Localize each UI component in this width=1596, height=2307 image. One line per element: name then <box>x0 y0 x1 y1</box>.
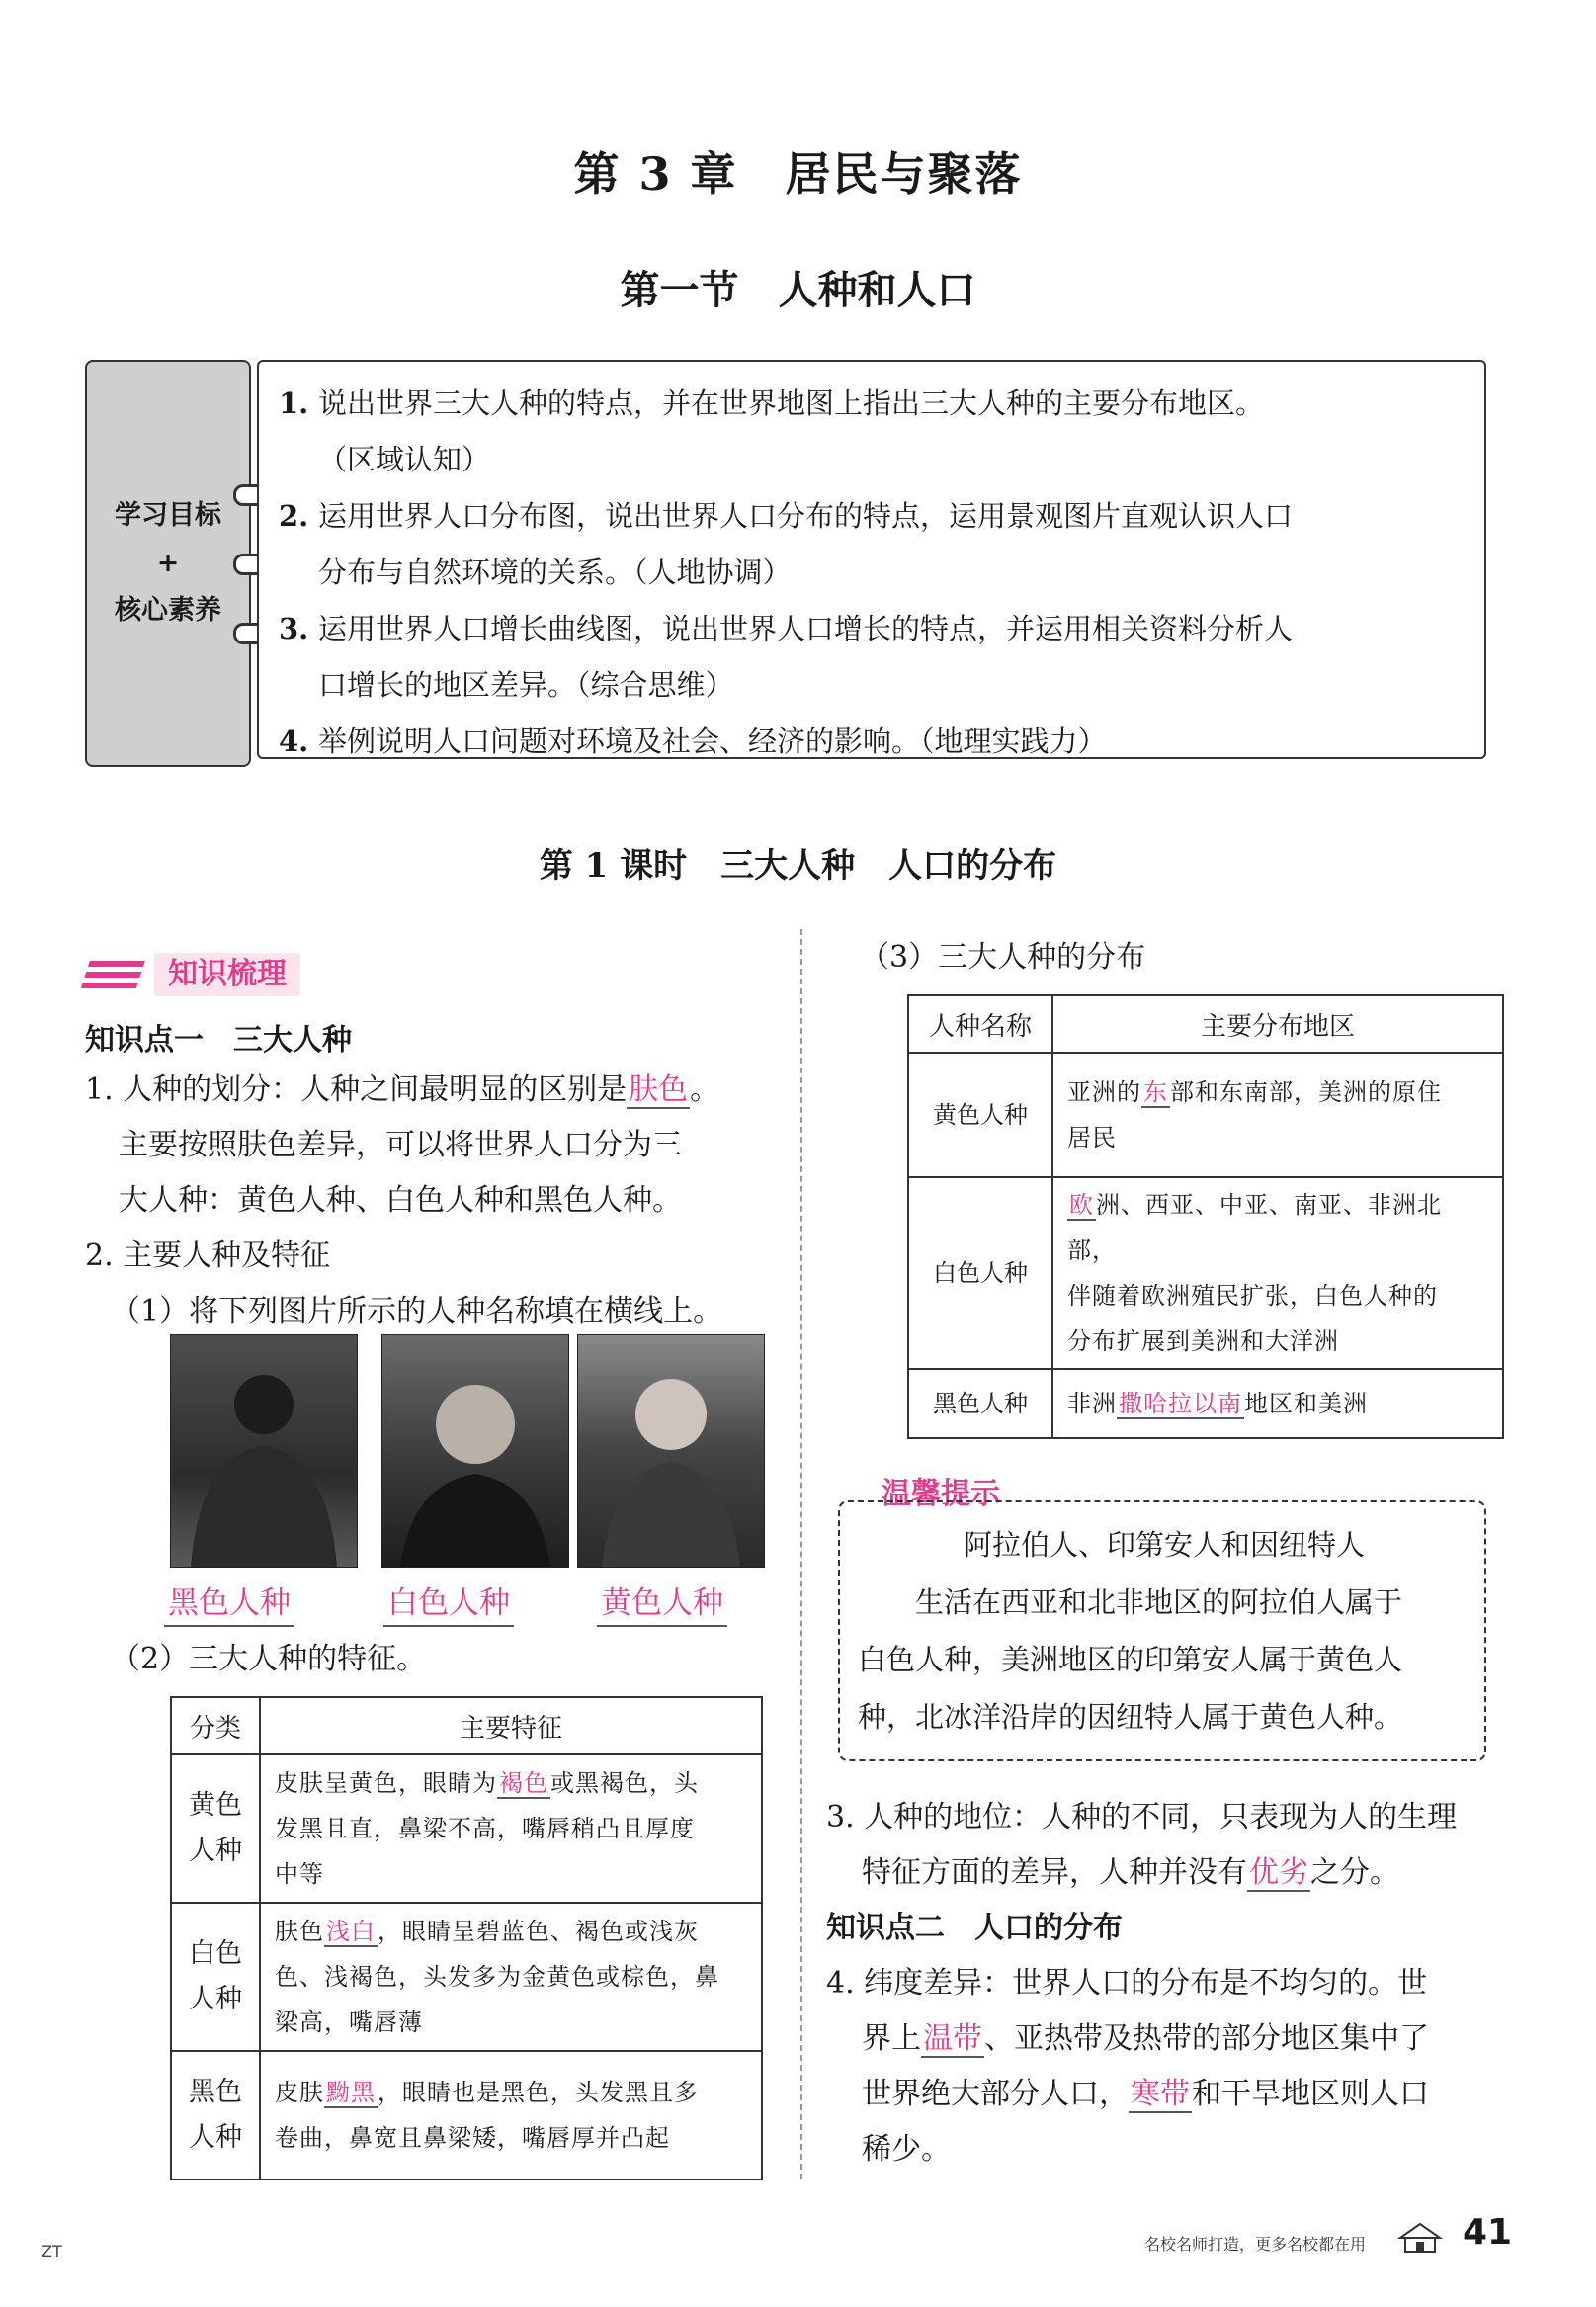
answer-blank: 欧 <box>1069 1191 1094 1219</box>
distribution-table <box>907 994 1504 1439</box>
goal-line: 运用世界人口分布图，说出世界人口分布的特点，运用景观图片直观认识人口 <box>318 499 1294 533</box>
q4-text: 、亚热带及热带的部分地区集中了 <box>984 2021 1429 2056</box>
goal-line: 分布与自然环境的关系。（人地协调） <box>318 555 792 589</box>
feature-line: 中等 <box>275 1860 324 1888</box>
q3-line2 <box>862 1844 1399 1901</box>
athlete-photo-3 <box>577 1334 765 1568</box>
race-name <box>171 2051 260 2179</box>
table-row <box>908 1177 1503 1369</box>
table-row <box>171 2051 762 2179</box>
table-row <box>171 1754 762 1903</box>
race-feature <box>260 1903 762 2051</box>
page-number: 41 <box>1463 2212 1513 2253</box>
distribution-line <box>1067 1381 1488 1426</box>
column-divider <box>800 929 802 2179</box>
tip-line: 生活在西亚和北非地区的阿拉伯人属于 <box>915 1585 1403 1619</box>
goal-item <box>279 601 1463 714</box>
goal-line: 运用世界人口增长曲线图，说出世界人口增长的特点，并运用相关资料分析人 <box>318 612 1294 645</box>
q2-3: （3）三大人种的分布 <box>860 940 1146 975</box>
person-silhouette-icon <box>578 1335 764 1567</box>
race-distribution <box>1052 1053 1503 1177</box>
feature-table <box>170 1696 763 2180</box>
q2-1: （1）将下列图片所示的人种名称填在横线上。 <box>111 1294 723 1328</box>
q4-line2 <box>862 2010 1429 2067</box>
goal-line: （区域认知） <box>318 443 491 476</box>
answer-blank: 寒带 <box>1131 2077 1190 2111</box>
race-feature <box>260 1754 762 1903</box>
answer-blank: 褐色 <box>499 1769 548 1797</box>
q1-line2: 主要按照肤色差异，可以将世界人口分为三 <box>119 1128 682 1162</box>
distribution-line: 伴随着欧洲殖民扩张，白色人种的 <box>1067 1282 1438 1310</box>
distribution-text: 亚洲的 <box>1067 1078 1141 1106</box>
feature-line: 梁高，嘴唇薄 <box>275 2008 423 2036</box>
q4-text: 世界绝大部分人口， <box>862 2077 1129 2111</box>
person-silhouette-icon <box>171 1335 357 1567</box>
q4-line1: 4. 纬度差异：世界人口的分布是不均匀的。世 <box>826 1966 1428 2001</box>
feature-line <box>275 1909 747 1954</box>
goals-side-line2: 核心素养 <box>115 595 221 626</box>
photo-answer-1: 黑色人种 <box>164 1581 294 1627</box>
q4-line4: 稀少。 <box>862 2132 951 2167</box>
race-name-line: 人种 <box>189 2122 242 2153</box>
feature-line <box>275 1760 747 1806</box>
distribution-text: 非洲 <box>1067 1390 1117 1417</box>
distribution-line <box>1067 1069 1488 1115</box>
answer-blank: 黝黑 <box>326 2079 376 2106</box>
tip-line: 白色人种，美洲地区的印第安人属于黄色人 <box>858 1643 1403 1676</box>
race-name <box>171 1903 260 2051</box>
distribution-text: 部和东南部，美洲的原住 <box>1170 1078 1442 1106</box>
race-name-line: 黑色 <box>189 2077 242 2107</box>
table-header: 分类 <box>171 1697 260 1754</box>
footer-code: ZT <box>42 2242 62 2261</box>
q1-text: 1. 人种的划分：人种之间最明显的区别是 <box>85 1072 628 1107</box>
feature-line <box>275 2070 747 2115</box>
q4-text: 界上 <box>862 2021 921 2056</box>
race-name: 黄色人种 <box>908 1053 1052 1177</box>
goal-line: 说出世界三大人种的特点，并在世界地图上指出三大人种的主要分布地区。 <box>318 386 1265 420</box>
kp2-title: 知识点二 人口的分布 <box>826 1911 1123 1945</box>
stripe-icon <box>80 961 145 990</box>
feature-text: 皮肤 <box>275 2079 324 2106</box>
kp1-title: 知识点一 三大人种 <box>85 1023 352 1058</box>
race-name-line: 黄色 <box>189 1790 242 1821</box>
table-row <box>908 1369 1503 1438</box>
section-title: 第一节 人种和人口 <box>620 267 976 313</box>
tip-title: 阿拉伯人、印第安人和因纽特人 <box>963 1528 1365 1562</box>
school-logo-icon <box>1395 2218 1445 2258</box>
table-header: 人种名称 <box>908 995 1052 1053</box>
tip-line: 种，北冰洋沿岸的因纽特人属于黄色人种。 <box>858 1700 1403 1734</box>
q4-line3 <box>862 2066 1429 2122</box>
table-header-row <box>171 1697 762 1754</box>
q4-text: 和干旱地区则人口 <box>1192 2077 1429 2111</box>
goal-item <box>279 714 1463 770</box>
answer-blank: 浅白 <box>326 1918 376 1945</box>
feature-line: 色、浅褐色，头发多为金黄色或棕色，鼻 <box>275 1963 719 1991</box>
table-row <box>171 1903 762 2051</box>
feature-line: 卷曲，鼻宽且鼻梁矮，嘴唇厚并凸起 <box>275 2124 670 2152</box>
goal-number: 1. <box>279 386 309 420</box>
distribution-text: 地区和美洲 <box>1244 1390 1368 1417</box>
tip-box <box>838 1500 1486 1761</box>
answer-blank: 肤色 <box>629 1072 689 1107</box>
goal-line: 举例说明人口问题对环境及社会、经济的影响。（地理实践力） <box>318 725 1107 758</box>
q2-2: （2）三大人种的特征。 <box>111 1642 427 1676</box>
race-name-line: 白色 <box>189 1938 242 1969</box>
race-distribution <box>1052 1369 1503 1438</box>
distribution-line <box>1067 1182 1488 1273</box>
q1-line3: 大人种：黄色人种、白色人种和黑色人种。 <box>119 1183 682 1218</box>
feature-text: ，眼睛呈碧蓝色、褐色或浅灰 <box>378 1918 699 1945</box>
feature-text: 肤色 <box>275 1918 324 1945</box>
goals-side-label <box>85 360 251 767</box>
q1-line1 <box>85 1062 719 1118</box>
answer-blank: 撒哈拉以南 <box>1119 1390 1242 1417</box>
answer-blank: 温带 <box>923 2021 982 2056</box>
distribution-text: 洲、西亚、中亚、南亚、非洲北部， <box>1067 1191 1442 1264</box>
feature-text: 皮肤呈黄色，眼睛为 <box>275 1769 497 1797</box>
q3-text: 特征方面的差异，人种并没有 <box>862 1855 1247 1890</box>
distribution-line: 分布扩展到美洲和大洋洲 <box>1067 1327 1339 1355</box>
photo-answer-2: 白色人种 <box>383 1581 514 1627</box>
goals-side-line1: 学习目标 <box>115 500 221 531</box>
table-header: 主要分布地区 <box>1052 995 1503 1053</box>
tip-heading: 温馨提示 <box>882 1477 1000 1511</box>
table-row <box>908 1053 1503 1177</box>
feature-text: 或黑褐色，头 <box>550 1769 699 1797</box>
feature-text: ，眼睛也是黑色，头发黑且多 <box>378 2079 699 2106</box>
race-name-line: 人种 <box>189 1984 242 2014</box>
lesson-title: 第 1 课时 三大人种 人口的分布 <box>539 846 1057 886</box>
goal-item <box>279 376 1463 488</box>
table-header: 主要特征 <box>260 1697 762 1754</box>
goals-side-plus: + <box>156 548 180 578</box>
goal-number: 2. <box>279 499 309 533</box>
table-header-row <box>908 995 1503 1053</box>
photo-answer-3: 黄色人种 <box>597 1581 727 1627</box>
race-name <box>171 1754 260 1903</box>
person-silhouette-icon <box>382 1335 568 1567</box>
q1-end: 。 <box>690 1072 720 1107</box>
distribution-line: 居民 <box>1067 1124 1117 1152</box>
race-name-line: 人种 <box>189 1836 242 1866</box>
race-name: 黑色人种 <box>908 1369 1052 1438</box>
footer-slogan: 名校名师打造，更多名校都在用 <box>1144 2235 1367 2254</box>
knowledge-tag <box>85 953 322 998</box>
race-feature <box>260 2051 762 2179</box>
goal-item <box>279 488 1463 601</box>
answer-blank: 优劣 <box>1249 1855 1308 1890</box>
q2-title: 2. 主要人种及特征 <box>85 1239 331 1273</box>
race-distribution <box>1052 1177 1503 1369</box>
knowledge-tag-label: 知识梳理 <box>154 953 300 996</box>
answer-blank: 东 <box>1143 1078 1168 1106</box>
goal-number: 4. <box>279 725 309 758</box>
race-name: 白色人种 <box>908 1177 1052 1369</box>
goal-line: 口增长的地区差异。（综合思维） <box>318 668 734 702</box>
athlete-photo-2 <box>381 1334 569 1568</box>
athlete-photo-1 <box>170 1334 358 1568</box>
q3-line1: 3. 人种的地位：人种的不同，只表现为人的生理 <box>826 1800 1458 1835</box>
goals-box <box>257 360 1486 759</box>
feature-line: 发黑且直，鼻梁不高，嘴唇稍凸且厚度 <box>275 1815 695 1842</box>
chapter-title: 第 3 章 居民与聚落 <box>573 147 1023 201</box>
goal-number: 3. <box>279 612 309 645</box>
q3-text: 之分。 <box>1310 1855 1399 1890</box>
